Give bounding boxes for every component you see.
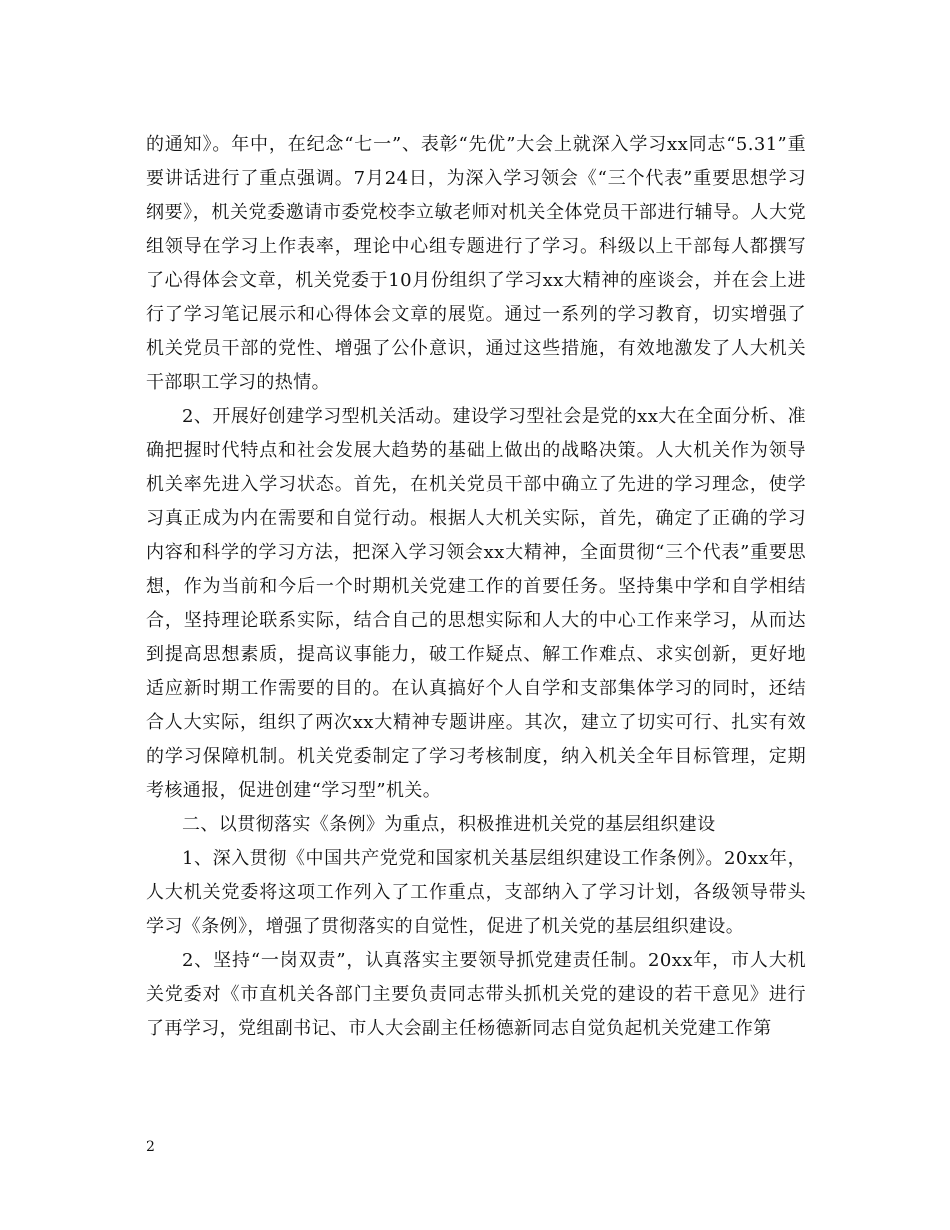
section-heading: 二、以贯彻落实《条例》为重点，积极推进机关党的基层组织建设	[182, 814, 716, 835]
page-number: 2	[146, 1139, 155, 1155]
paragraph-3: 1、深入贯彻《中国共产党党和国家机关基层组织建设工作条例》。20xx年，人大机关党委将这项工作列入了工作重点，支部纳入了学习计划，各级领导带头学习《条例》，增强了贯彻落实的自觉性，促进了机关党的基层组织建设。	[146, 848, 806, 937]
paragraph-4: 2、坚持“一岗双责”，认真落实主要领导抓党建责任制。20xx年，市人大机关党委对《市直机关各部门主要负责同志带头抓机关党的建设的若干意见》进行了再学习，党组副书记、市人大会副主任杨德新同志自觉负起机关党建工作第	[146, 950, 806, 1039]
document-body	[146, 128, 806, 1046]
paragraph-1: 的通知》。年中，在纪念“七一”、表彰“先优”大会上就深入学习xx同志“5.31”重要讲话进行了重点强调。7月24日，为深入学习领会《“三个代表”重要思想学习纲要》，机关党委邀请市委党校李立敏老师对机关全体党员干部进行辅导。人大党组领导在学习上作表率，理论中心组专题进行了学习。科级以上干部每人都撰写了心得体会文章，机关党委于10月份组织了学习xx大精神的座谈会，并在会上进行了学习笔记展示和心得体会文章的展览。通过一系列的学习教育，切实增强了机关党员干部的党性、增强了公仆意识，通过这些措施，有效地激发了人大机关干部职工学习的热情。	[146, 134, 806, 393]
paragraph-2: 2、开展好创建学习型机关活动。建设学习型社会是党的xx大在全面分析、准确把握时代特点和社会发展大趋势的基础上做出的战略决策。人大机关作为领导机关率先进入学习状态。首先，在机关党员干部中确立了先进的学习理念，使学习真正成为内在需要和自觉行动。根据人大机关实际，首先，确定了正确的学习内容和科学的学习方法，把深入学习领会xx大精神，全面贯彻“三个代表”重要思想，作为当前和今后一个时期机关党建工作的首要任务。坚持集中学和自学相结合，坚持理论联系实际，结合自己的思想实际和人大的中心工作来学习，从而达到提高思想素质，提高议事能力，破工作疑点、解工作难点、求实创新，更好地适应新时期工作需要的目的。在认真搞好个人自学和支部集体学习的同时，还结合人大实际，组织了两次xx大精神专题讲座。其次，建立了切实可行、扎实有效的学习保障机制。机关党委制定了学习考核制度，纳入机关全年目标管理，定期考核通报，促进创建“学习型”机关。	[146, 406, 806, 801]
